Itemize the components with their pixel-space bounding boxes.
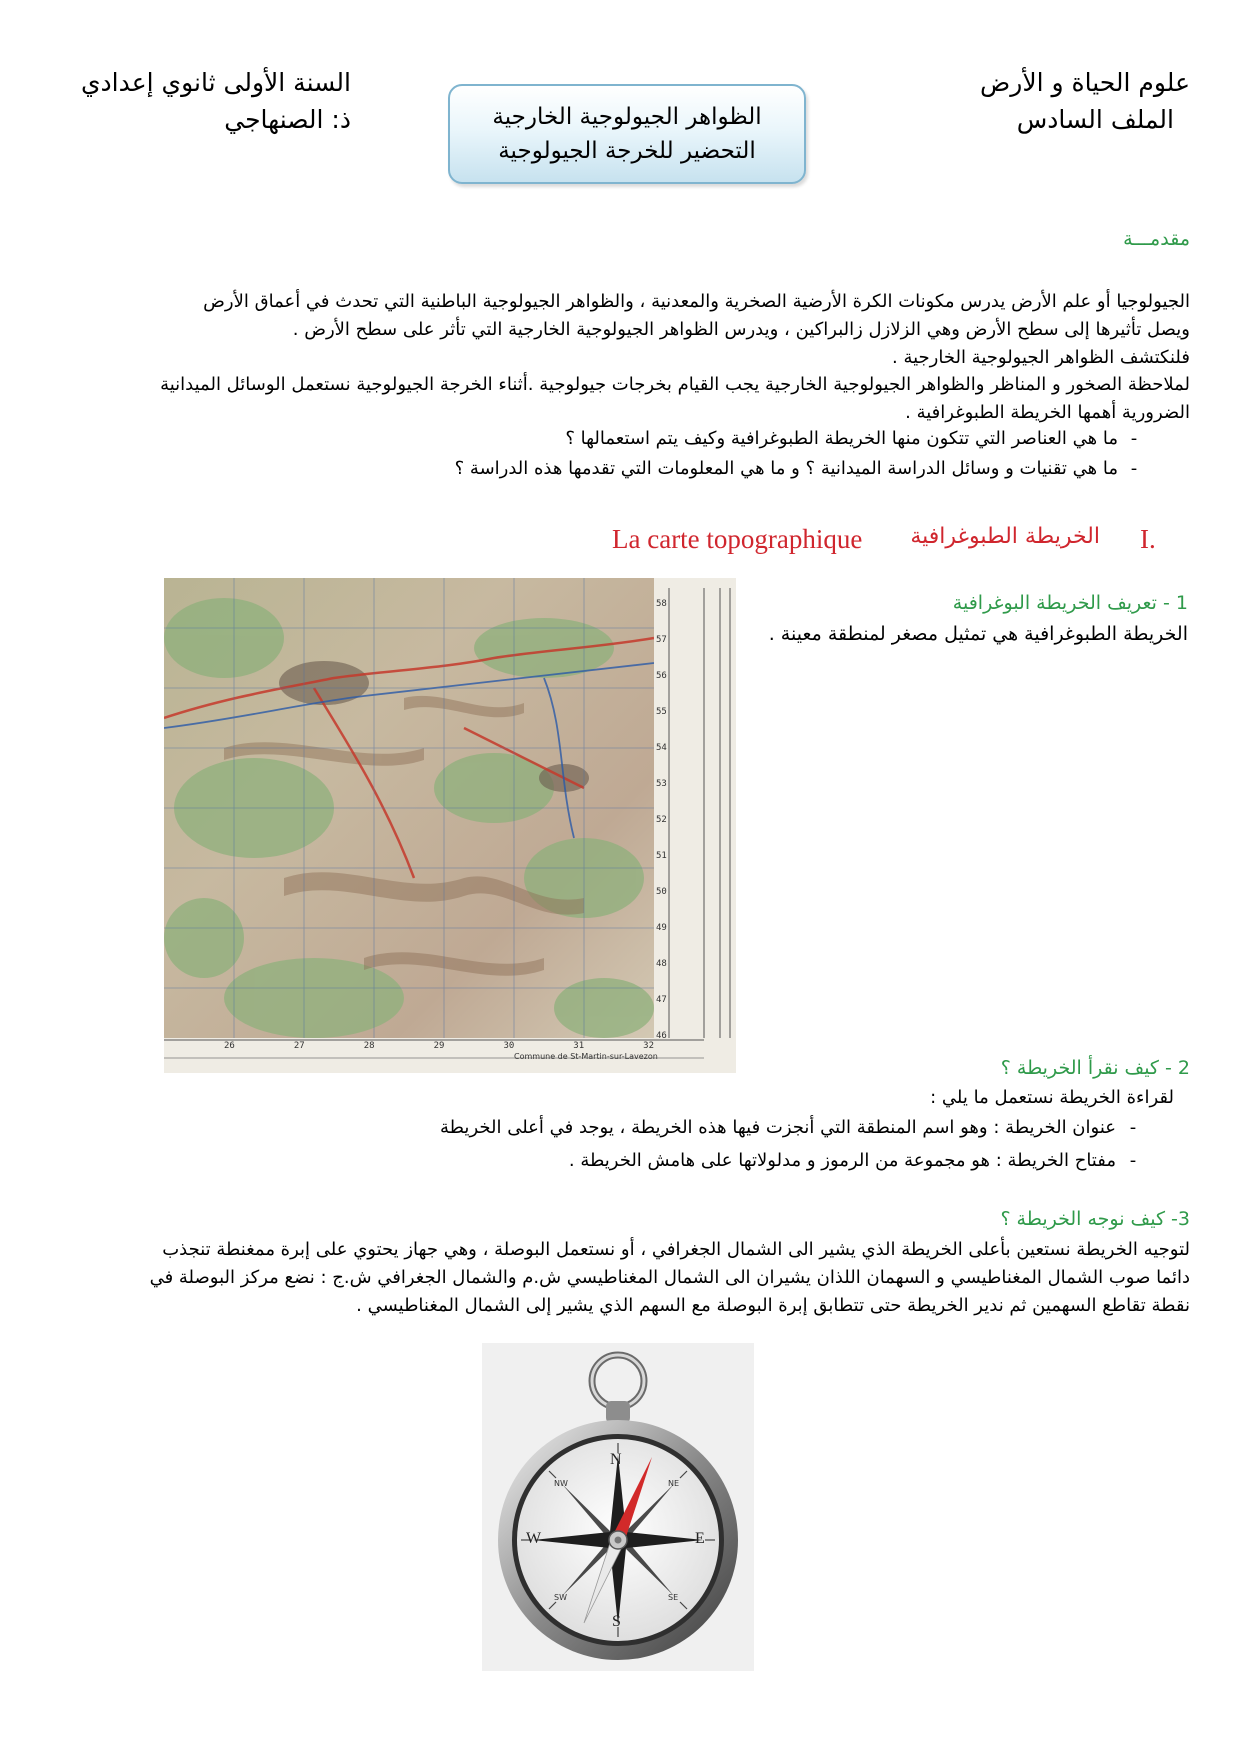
- subsection-3-line-2: دائما صوب الشمال المغناطيسي و السهمان اللذان يشيران الى الشمال المغناطيسي ش.م والشمال الجغرافي ش.ج : نضع مركز البوصلة في: [149, 1267, 1190, 1288]
- section-title-fr: La carte topographique: [612, 524, 863, 554]
- map-side-tick: 52: [656, 815, 667, 825]
- subsection-3-line-1: لتوجيه الخريطة نستعين بأعلى الخريطة الذي يشير الى الشمال الجغرافي ، أو نستعمل البوصلة ، وهي جهاز يحتوي على إبرة ممغنطة تنجذب: [162, 1239, 1190, 1260]
- intro-line-5: الضرورية أهمها الخريطة الطبوغرافية .: [905, 402, 1190, 423]
- map-bottom-tick: 30: [503, 1041, 515, 1051]
- map-side-tick: 55: [656, 707, 667, 717]
- intro-heading: مقدمـــة: [1123, 228, 1190, 250]
- map-commune-label: Commune de St-Martin-sur-Lavezon: [514, 1052, 658, 1061]
- map-reading-item-1: [350, 1113, 1150, 1143]
- map-side-tick: 46: [656, 1031, 667, 1041]
- compass-label-north: N: [610, 1451, 622, 1468]
- map-side-tick: 57: [656, 635, 667, 645]
- map-side-tick: 53: [656, 779, 667, 789]
- map-side-tick: 49: [656, 923, 667, 933]
- question-2-text: ما هي تقنيات و وسائل الدراسة الميدانية ؟ و ما هي المعلومات التي تقدمها هذه الدراسة ؟: [454, 458, 1118, 479]
- compass-image: [482, 1343, 754, 1671]
- document-title-box: [448, 84, 806, 184]
- compass-label-south: S: [612, 1613, 621, 1630]
- compass-label-se: SE: [668, 1593, 679, 1602]
- question-2: [250, 454, 1150, 484]
- map-reading-item-2: [350, 1146, 1150, 1176]
- map-side-tick: 58: [656, 599, 667, 609]
- map-side-tick: 56: [656, 671, 667, 681]
- subsection-2-intro: لقراءة الخريطة نستعمل ما يلي :: [930, 1087, 1174, 1108]
- question-1: [250, 424, 1150, 454]
- topographic-map-image: [164, 578, 736, 1073]
- title-line-1: الظواهر الجيولوجية الخارجية: [492, 104, 762, 130]
- subsection-2-heading: 2 - كيف نقرأ الخريطة ؟: [1000, 1057, 1190, 1079]
- subsection-1-heading: 1 - تعريف الخريطة البوغرافية: [952, 592, 1188, 614]
- map-reading-item-2-text: مفتاح الخريطة : هو مجموعة من الرموز و مدلولاتها على هامش الخريطة .: [568, 1150, 1116, 1171]
- bullet-dash: -: [1129, 1150, 1137, 1171]
- compass-label-west: W: [526, 1530, 542, 1547]
- map-bottom-ticks: [224, 1041, 654, 1051]
- map-side-tick: 47: [656, 995, 667, 1005]
- map-side-tick: 51: [656, 851, 667, 861]
- intro-line-1: الجيولوجيا أو علم الأرض يدرس مكونات الكرة الأرضية الصخرية والمعدنية ، والظواهر الجيولوجية الباطنية التي تحدث في أعماق الأرض: [203, 291, 1190, 312]
- intro-line-4: لملاحظة الصخور و المناظر والظواهر الجيولوجية الخارجية يجب القيام بخرجات جيولوجية .أثناء الخرجة الجيولوجية نستعمل الوسائل الميدانية: [160, 374, 1190, 395]
- map-bottom-tick: 29: [433, 1041, 445, 1051]
- compass-label-ne: NE: [668, 1479, 680, 1488]
- map-bottom-tick: 26: [224, 1041, 235, 1051]
- subsection-3-line-3: نقطة تقاطع السهمين ثم ندير الخريطة حتى تتطابق إبرة البوصلة مع السهم الذي يشير إلى الشمال المغناطيسي .: [356, 1295, 1190, 1316]
- file-label: الملف السادس: [1016, 105, 1174, 134]
- level-label: السنة الأولى ثانوي إعدادي: [80, 68, 351, 97]
- compass-label-sw: SW: [554, 1593, 567, 1602]
- map-side-tick: 54: [656, 743, 667, 753]
- map-bottom-tick: 27: [293, 1041, 305, 1051]
- intro-line-2: ويصل تأثيرها إلى سطح الأرض وهي الزلازل زالبراكين ، ويدرس الظواهر الجيولوجية الخارجية التي تأثر على سطح الأرض .: [292, 319, 1190, 340]
- teacher-label: ذ: الصنهاجي: [224, 105, 351, 134]
- map-reading-item-1-text: عنوان الخريطة : وهو اسم المنطقة التي أنجزت فيها هذه الخريطة ، يوجد في أعلى الخريطة: [440, 1117, 1116, 1138]
- map-side-tick: 50: [656, 887, 667, 897]
- bullet-dash: -: [1129, 1117, 1137, 1138]
- map-bottom-tick: 31: [573, 1041, 585, 1051]
- map-side-tick: 48: [656, 959, 667, 969]
- map-bottom-tick: 28: [363, 1041, 375, 1051]
- section-number: I.: [1140, 524, 1156, 554]
- subject-label: علوم الحياة و الأرض: [980, 68, 1190, 97]
- compass-label-nw: NW: [554, 1479, 568, 1488]
- question-1-text: ما هي العناصر التي تتكون منها الخريطة الطبوغرافية وكيف يتم استعمالها ؟: [565, 428, 1118, 449]
- map-bottom-tick: 32: [643, 1041, 654, 1051]
- section-title-ar: الخريطة الطبوغرافية: [910, 524, 1100, 549]
- subsection-1-text: الخريطة الطبوغرافية هي تمثيل مصغر لمنطقة معينة .: [768, 623, 1188, 645]
- title-line-2: التحضير للخرجة الجيولوجية: [498, 138, 756, 164]
- map-side-ticks: [656, 586, 696, 1054]
- bullet-dash: -: [1130, 428, 1138, 449]
- subsection-3-heading: 3- كيف نوجه الخريطة ؟: [1000, 1208, 1190, 1230]
- compass-label-east: E: [695, 1530, 705, 1547]
- intro-line-3: فلنكتشف الظواهر الجيولوجية الخارجية .: [892, 347, 1190, 368]
- bullet-dash: -: [1130, 458, 1138, 479]
